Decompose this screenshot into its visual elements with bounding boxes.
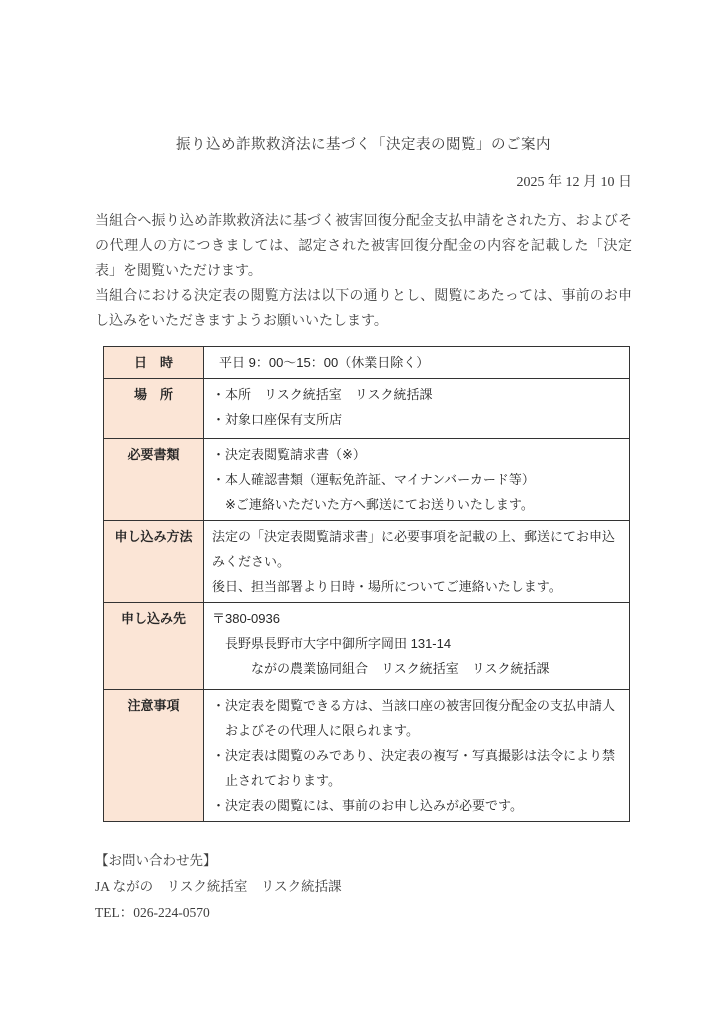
table-row-place	[104, 379, 630, 439]
intro-paragraph-2: 当組合における決定表の閲覧方法は以下の通りとし、閲覧にあたっては、事前のお申し込みをいただきますようお願いいたします。	[95, 289, 632, 329]
contact-section	[95, 848, 632, 926]
content-line: ・本人確認書類（運転免許証、マイナンバーカード等）	[212, 472, 535, 487]
row-content-datetime	[204, 347, 630, 379]
table-row-documents	[104, 439, 630, 521]
contact-tel: TEL：026-224-0570	[95, 905, 210, 920]
document-date: 2025 年 12 月 10 日	[516, 175, 632, 190]
content-line: 後日、担当部署より日時・場所についてご連絡いたします。	[212, 579, 562, 594]
content-line-address: 長野県長野市大字中御所字岡田 131-14	[225, 636, 452, 651]
row-label-datetime: 日 時	[104, 347, 204, 379]
intro-paragraphs	[95, 209, 632, 334]
content-line: 法定の「決定表閲覧請求書」に必要事項を記載の上、郵送にてお申込みください。	[212, 529, 616, 569]
row-content-place	[204, 379, 630, 439]
row-content-notes	[204, 690, 630, 822]
content-line: ・決定表閲覧請求書（※）	[212, 447, 366, 462]
row-content-apply-method	[204, 521, 630, 603]
content-line-organization: ながの農業協同組合 リスク統括室 リスク統括課	[251, 661, 550, 676]
contact-heading: 【お問い合わせ先】	[95, 853, 217, 868]
content-line: ・本所 リスク統括室 リスク統括課	[212, 387, 433, 402]
table-row-apply-address	[104, 603, 630, 690]
table-row-apply-method	[104, 521, 630, 603]
table-row-notes	[104, 690, 630, 822]
content-line-postal-code: 〒380-0936	[212, 611, 280, 626]
row-label-apply-address: 申し込み先	[104, 603, 204, 690]
row-label-documents: 必要書類	[104, 439, 204, 521]
content-line: ・対象口座保有支所店	[212, 412, 343, 427]
row-content-documents	[204, 439, 630, 521]
content-line: ・決定表の閲覧には、事前のお申し込みが必要です。	[212, 798, 523, 813]
content-line: 平日 9：00～15：00（休業日除く）	[219, 355, 430, 370]
page-title: 振り込め詐欺救済法に基づく「決定表の閲覧」のご案内	[176, 137, 551, 153]
row-label-notes: 注意事項	[104, 690, 204, 822]
contact-organization: JA ながの リスク統括室 リスク統括課	[95, 879, 342, 894]
intro-paragraph-1: 当組合へ振り込め詐欺救済法に基づく被害回復分配金支払申請をされた方、およびその代理人の方につきましては、認定された被害回復分配金の内容を記載した「決定表」を閲覧いただけます。	[95, 214, 632, 279]
row-label-place: 場 所	[104, 379, 204, 439]
info-table	[103, 346, 630, 822]
row-label-apply-method: 申し込み方法	[104, 521, 204, 603]
row-content-apply-address	[204, 603, 630, 690]
table-row-datetime	[104, 347, 630, 379]
document-content	[95, 0, 632, 926]
content-line: ・決定表は閲覧のみであり、決定表の複写・写真撮影は法令により禁止されております。	[212, 748, 616, 788]
content-line: ※ご連絡いただいた方へ郵送にてお送りいたします。	[225, 497, 534, 512]
content-line: ・決定表を閲覧できる方は、当該口座の被害回復分配金の支払申請人およびその代理人に限られます。	[212, 698, 616, 738]
